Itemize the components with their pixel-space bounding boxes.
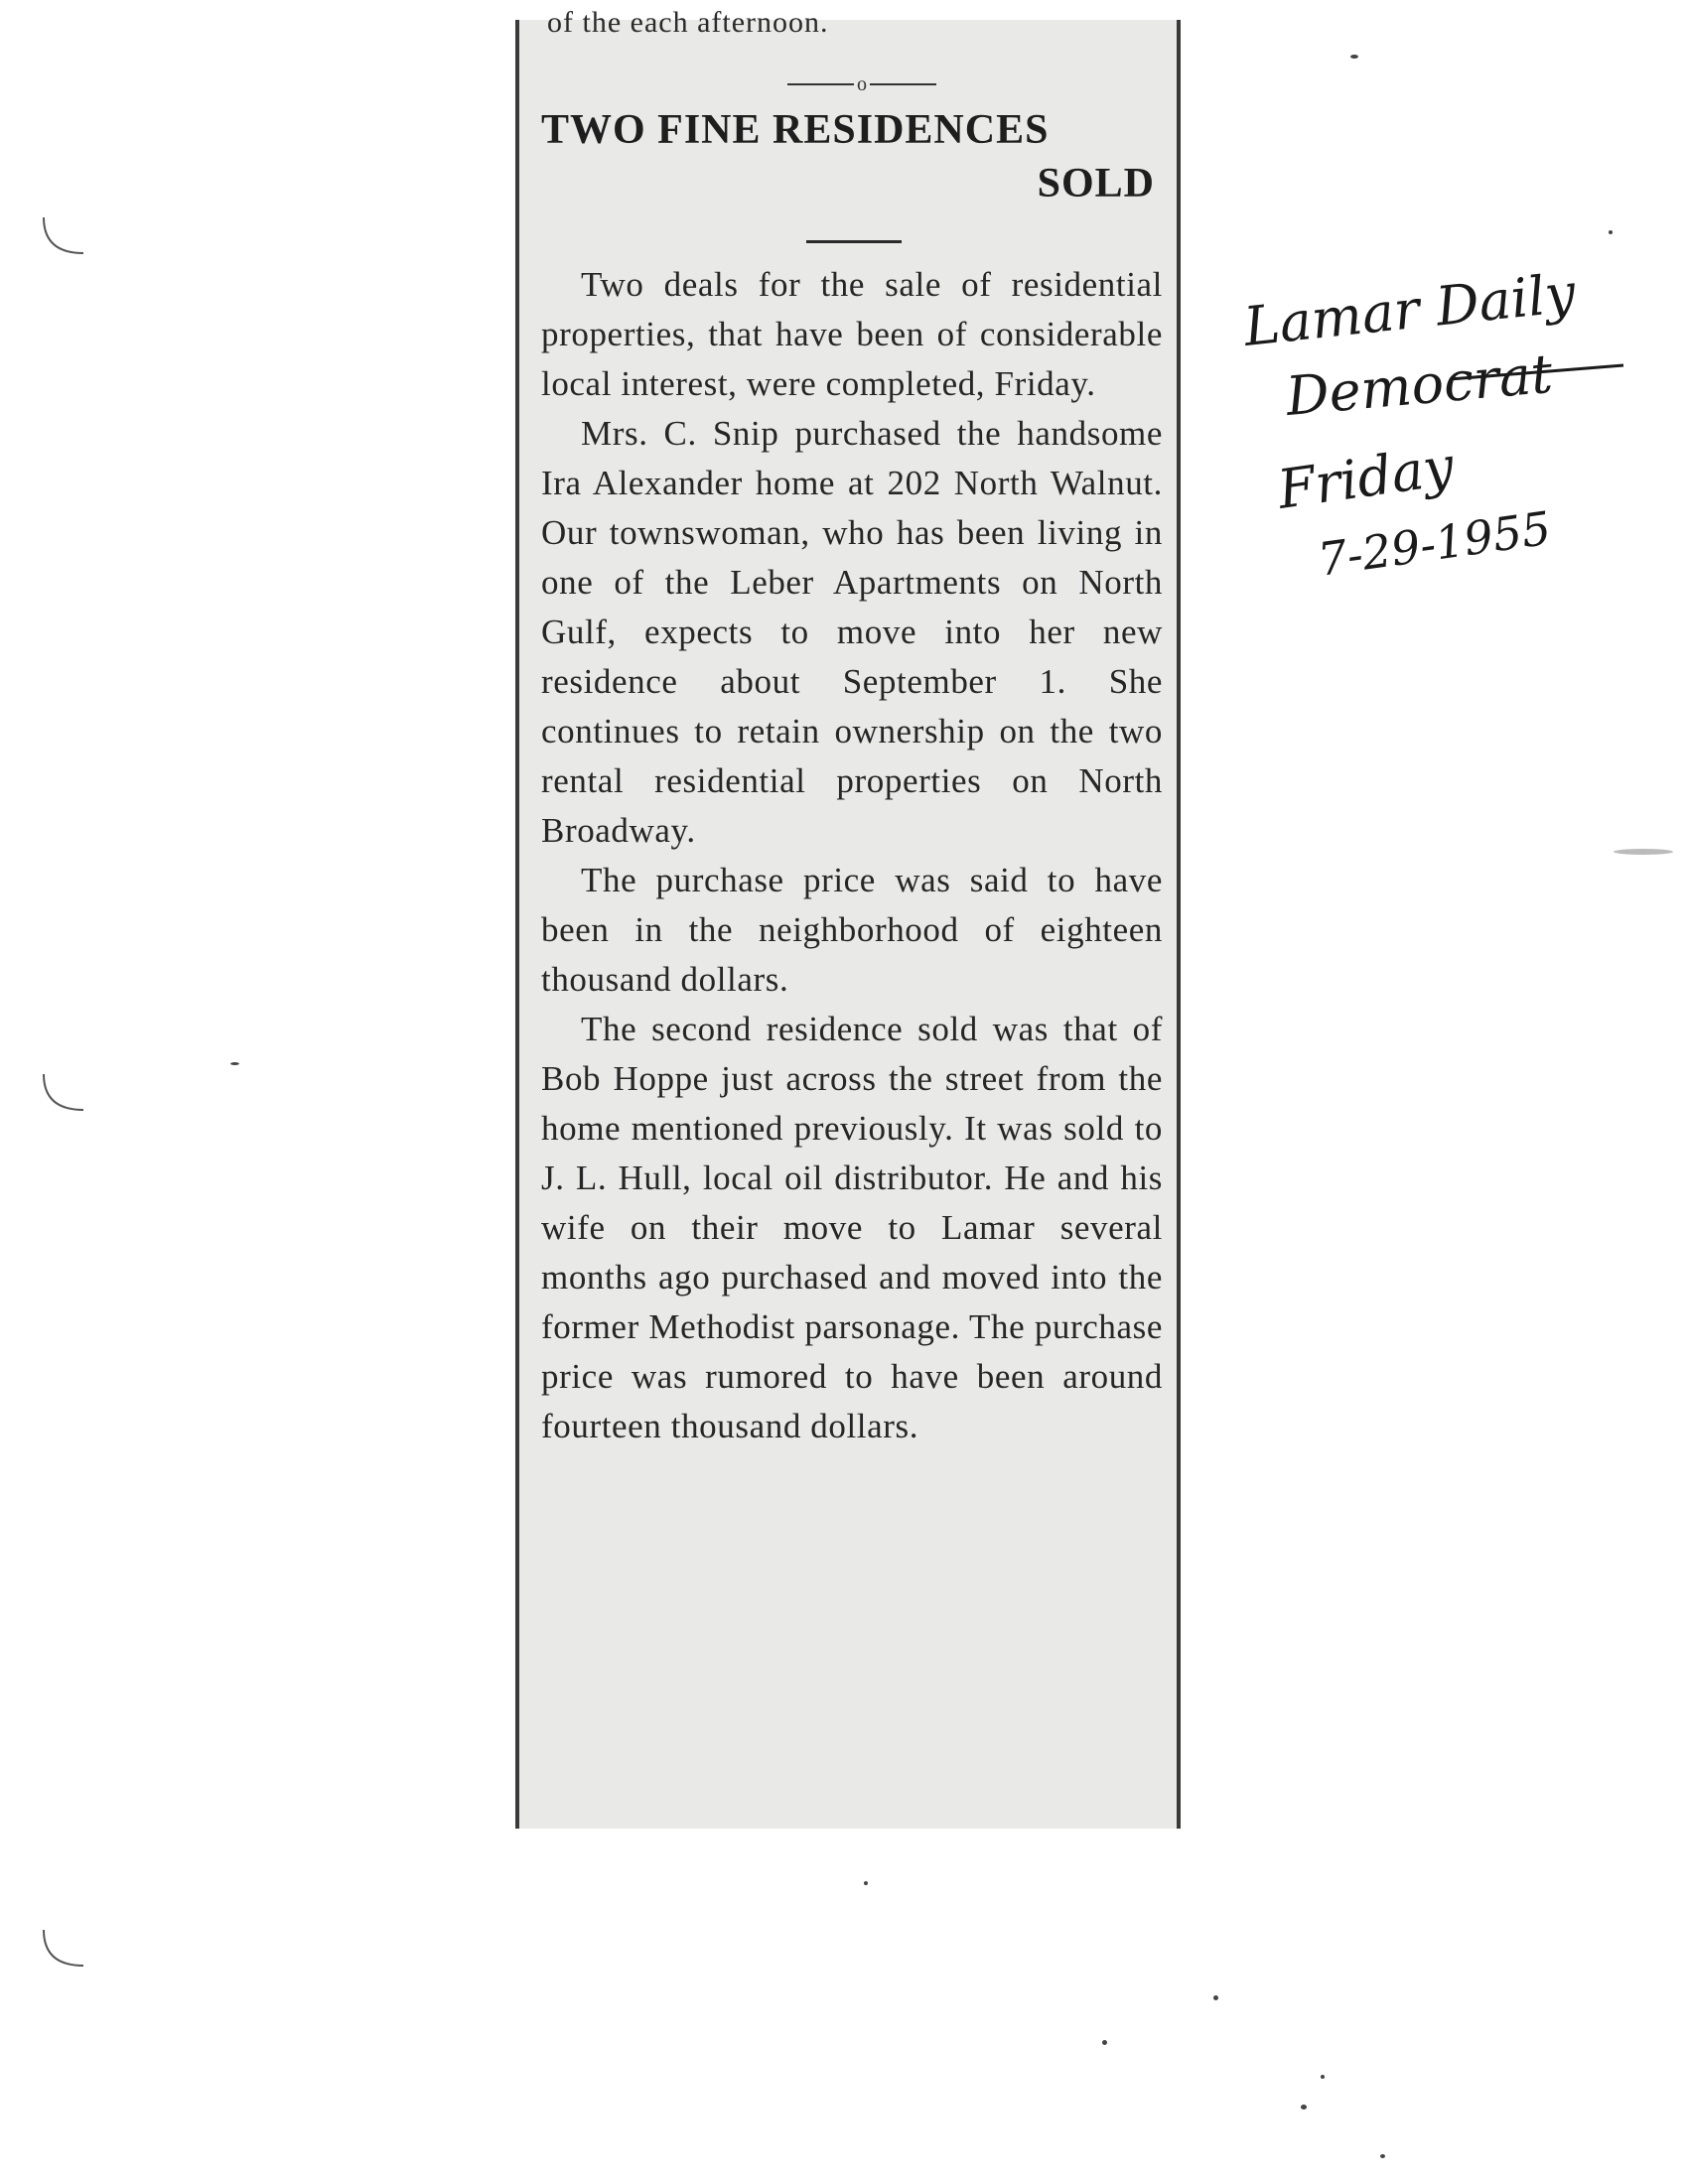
article-paragraph: The purchase price was said to have been in the neighborhood of eighteen thousand dollars.: [541, 861, 1163, 999]
headline-rule: [806, 240, 902, 243]
scan-speck: [1609, 230, 1613, 234]
handwriting-svg: [1226, 261, 1643, 615]
cut-off-text-line: of the each afternoon.: [547, 6, 829, 39]
ornament-rule-right: [870, 83, 936, 85]
handwritten-source-line: Democrat: [1283, 341, 1556, 428]
binder-hole-mark: [40, 213, 85, 259]
headline-line-2: SOLD: [1037, 161, 1155, 206]
scan-speck: [1102, 2040, 1107, 2045]
ornament-circle: o: [857, 72, 867, 95]
article-paragraph: Mrs. C. Snip purchased the handsome Ira Alexander home at 202 North Walnut. Our townswoman, who has been living in one of the Leber Apartments on North Gulf, expects to move into her new residence about September 1. She continues to retain ownership on the two rental residential properties on North Broadway.: [541, 414, 1163, 850]
scan-speck: [1614, 849, 1673, 855]
section-ornament: [787, 69, 936, 99]
article-body: [541, 260, 1163, 1451]
binder-hole-mark: [40, 1070, 85, 1116]
article-headline: [541, 103, 1157, 210]
scan-speck: [864, 1881, 868, 1885]
scan-speck: [1213, 1995, 1218, 2000]
scan-speck: [1301, 2105, 1307, 2110]
handwritten-day: Friday: [1274, 434, 1458, 521]
scan-speck: [1321, 2075, 1325, 2079]
scan-speck: [1380, 2154, 1385, 2158]
handwritten-source-line: Lamar Daily: [1240, 261, 1579, 358]
newspaper-clipping: [515, 6, 1181, 1829]
article-paragraph: Two deals for the sale of residential properties, that have been of considerable local interest, were completed, Friday.: [541, 265, 1163, 403]
ornament-rule-left: [787, 83, 854, 85]
article-paragraph: The second residence sold was that of Bob Hoppe just across the street from the home mentioned previously. It was sold to J. L. Hull, local oil distributor. He and his wife on their move to Lamar several months ago purchased and moved into the former Methodist parsonage. The purchase price was rumored to have been around fourteen thousand dollars.: [541, 1010, 1163, 1445]
handwritten-annotation: [1226, 261, 1643, 615]
headline-line-1: TWO FINE RESIDENCES: [541, 107, 1050, 153]
scan-speck: [1350, 55, 1358, 59]
handwritten-date: 7-29-1955: [1315, 500, 1555, 587]
binder-hole-mark: [40, 1926, 85, 1972]
scan-speck: [230, 1062, 239, 1065]
